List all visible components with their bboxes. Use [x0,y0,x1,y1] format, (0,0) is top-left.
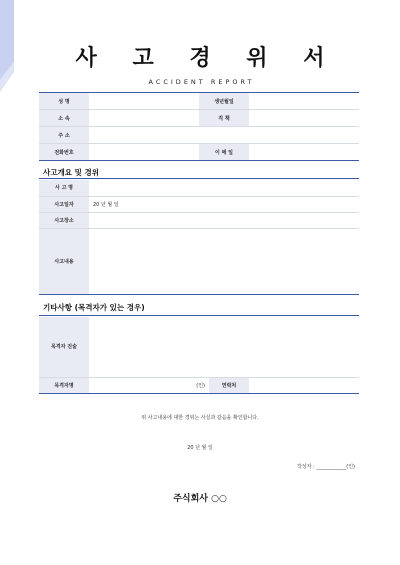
accident-section-heading: 사고개요 및 경위 [39,167,359,179]
writer-label: 작성자 : [296,464,315,470]
phone-label: 전화번호 [39,144,89,161]
accident-content-row [39,228,359,294]
accident-place-field[interactable] [89,212,359,228]
email-field[interactable] [249,144,359,161]
other-section-heading: 기타사항 (목격자가 있는 경우) [39,302,359,316]
phone-field[interactable] [89,144,199,161]
accident-date-row [39,196,359,212]
address-field[interactable] [89,127,359,144]
affiliation-field[interactable] [89,110,199,127]
name-label: 성 명 [39,93,89,110]
birth-field[interactable] [249,93,359,110]
name-row [39,93,359,110]
witness-statement-label: 목격자 진술 [39,317,89,377]
email-label: 이 메 일 [199,144,249,161]
writer-signature [297,463,355,470]
affiliation-label: 소 속 [39,110,89,127]
contact-field[interactable] [249,377,359,393]
writer-line[interactable]: ____________ [316,464,347,470]
accident-name-label: 사 고 명 [39,180,89,196]
company-name: 주식회사 ○○ [173,494,227,504]
accident-place-row [39,212,359,228]
accident-date-field[interactable]: 20 년 월 일 [89,196,359,212]
witness-statement-field[interactable] [89,317,359,377]
phone-row [39,144,359,161]
accident-name-field[interactable] [89,180,359,196]
witness-name-label: 목격자명 [39,377,89,393]
page-title: 사 고 경 위 서 [75,46,339,71]
writer-seal: (인) [346,464,355,470]
personal-info-table [39,92,359,161]
footer-date: 20 년 월 일 [187,445,213,451]
witness-statement-row [39,317,359,377]
witness-table [39,317,359,394]
witness-seal-mark: (인) [196,382,205,389]
accident-content-field[interactable] [89,228,359,294]
address-label: 주 소 [39,127,89,144]
accident-content-label: 사고내용 [39,228,89,294]
name-field[interactable] [89,93,199,110]
position-label: 직 책 [199,110,249,127]
accident-table [39,180,359,295]
affiliation-row [39,110,359,127]
accident-name-row [39,180,359,196]
witness-name-row [39,377,359,393]
page-subtitle: ACCIDENT REPORT [148,78,255,86]
address-row [39,127,359,144]
witness-name-field[interactable] [89,377,209,393]
birth-label: 생년월일 [199,93,249,110]
accident-date-label: 사고일자 [39,196,89,212]
accident-place-label: 사고장소 [39,212,89,228]
confirm-text: 위 사고내용에 대한 경위는 사실과 같음을 확인합니다. [141,415,259,421]
contact-label: 연락처 [209,377,249,393]
position-field[interactable] [249,110,359,127]
